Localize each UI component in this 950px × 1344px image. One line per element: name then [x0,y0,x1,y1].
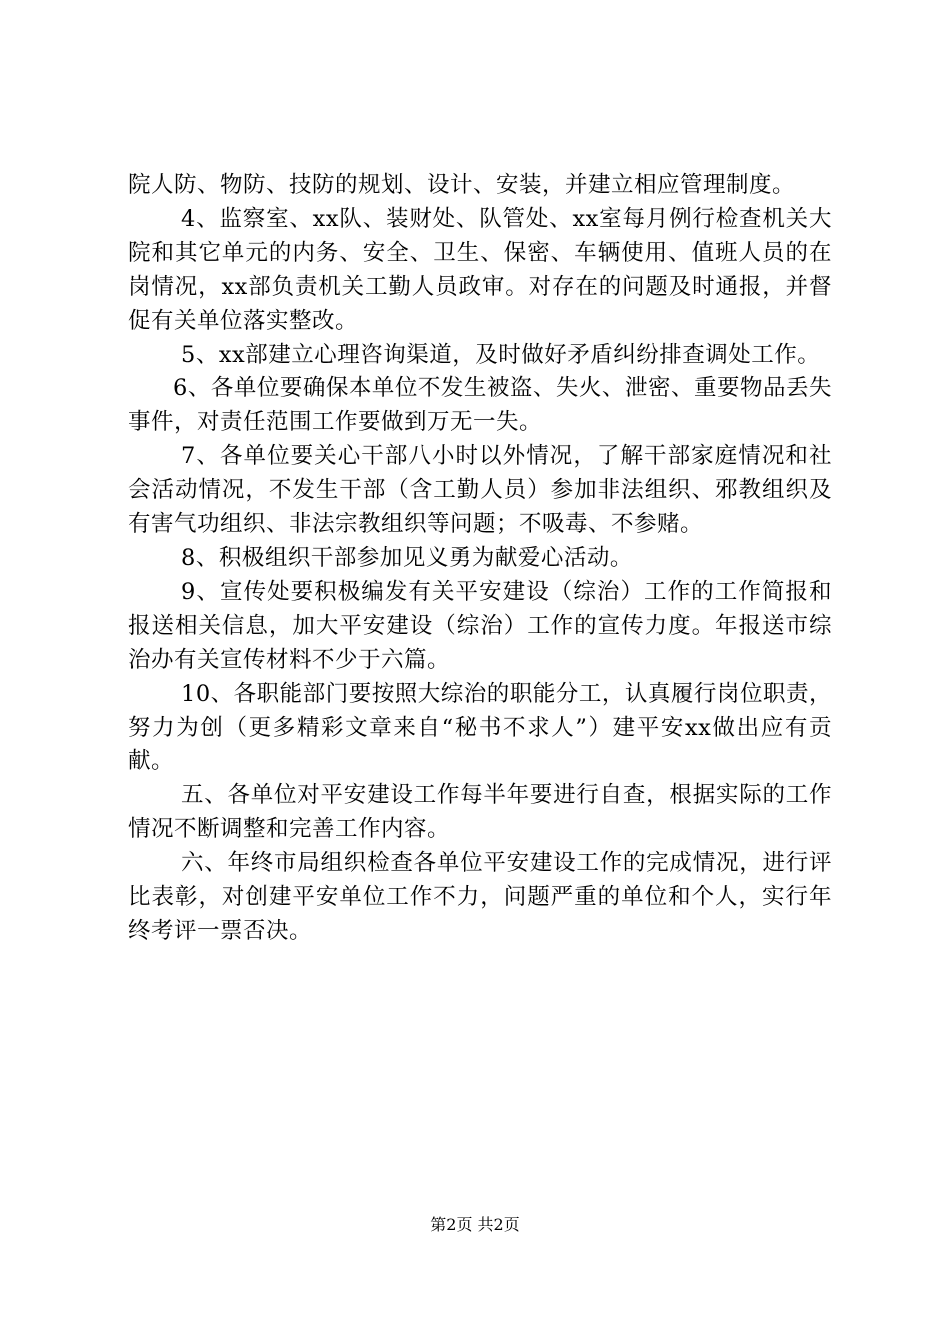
paragraph-section-6: 六、年终市局组织检查各单位平安建设工作的完成情况，进行评比表彰，对创建平安单位工作不力，问题严重的单位和个人，实行年终考评一票否决。 [128,850,832,944]
paragraph-item-10: 10、各职能部门要按照大综治的职能分工，认真履行岗位职责，努力为创（更多精彩文章来自“秘书不求人”）建平安xx做出应有贡献。 [128,680,832,775]
paragraph-continuation: 院人防、物防、技防的规划、设计、安装，并建立相应管理制度。 [128,172,796,198]
paragraph-section-5: 五、各单位对平安建设工作每半年要进行自查，根据实际的工作情况不断调整和完善工作内容。 [128,782,832,843]
paragraph-item-7: 7、各单位要关心干部八小时以外情况，了解干部家庭情况和社会活动情况，不发生干部（含工勤人员）参加非法组织、邪教组织及有害气功组织、非法宗教组织等问题；不吸毒、不参赌。 [128,443,832,538]
page-footer: 第2页 共2页 [430,1215,520,1234]
paragraph-item-6: 6、各单位要确保本单位不发生被盗、失火、泄密、重要物品丢失事件，对责任范围工作要做到万无一失。 [128,375,832,436]
document-body [128,169,832,949]
paragraph-item-8: 8、积极组织干部参加见义勇为献爱心活动。 [181,544,633,571]
paragraph-item-9: 9、宣传处要积极编发有关平安建设（综治）工作的工作简报和报送相关信息，加大平安建设（综治）工作的宣传力度。年报送市综治办有关宣传材料不少于六篇。 [128,578,832,673]
paragraph-item-4: 4、监察室、xx队、装财处、队管处、xx室每月例行检查机关大院和其它单元的内务、安全、卫生、保密、车辆使用、值班人员的在岗情况，xx部负责机关工勤人员政审。对存在的问题及时通报，并督促有关单位落实整改。 [128,205,832,334]
paragraph-item-5: 5、xx部建立心理咨询渠道，及时做好矛盾纠纷排查调处工作。 [181,341,821,368]
